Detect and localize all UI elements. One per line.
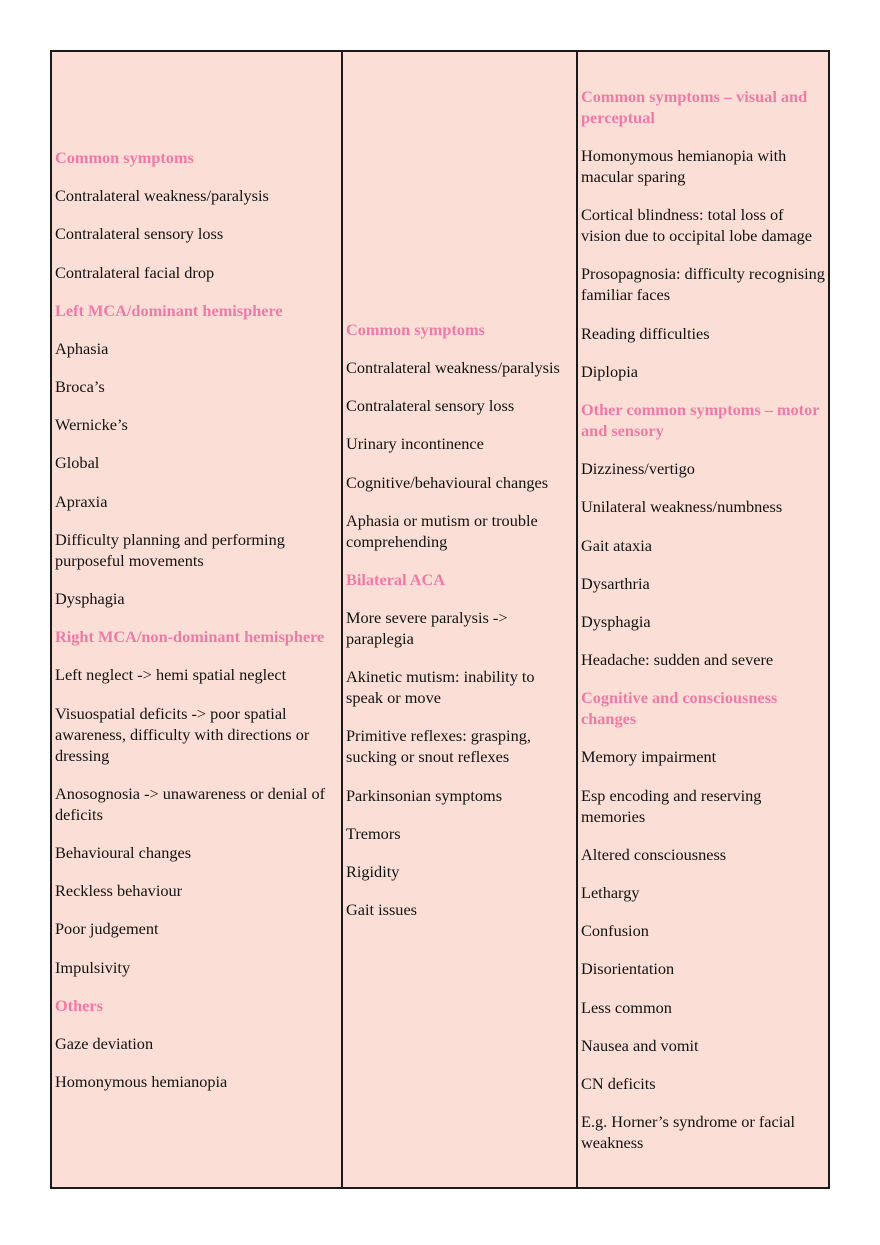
symptom-item: Gait ataxia: [581, 535, 652, 555]
symptom-item: Disorientation: [581, 959, 675, 979]
symptom-item: Dysphagia: [55, 589, 125, 608]
section-heading: Left MCA/dominant hemisphere: [55, 300, 283, 320]
column-aca: [341, 52, 576, 1187]
symptom-item: Anosognosia -> unawareness or denial of deficits: [55, 783, 326, 824]
symptom-item: Prosopagnosia: difficulty recognising familiar faces: [581, 264, 825, 305]
symptom-item: Difficulty planning and performing purposeful movements: [55, 529, 285, 570]
symptom-item: Broca’s: [55, 377, 105, 397]
symptom-item: Urinary incontinence: [346, 434, 484, 454]
symptom-item: Contralateral weakness/paralysis: [55, 186, 269, 206]
section-heading: Cognitive and consciousness changes: [581, 688, 778, 729]
symptom-item: Parkinsonian symptoms: [346, 785, 503, 805]
symptom-item: Homonymous hemianopia: [55, 1072, 228, 1092]
section-heading: Others: [55, 995, 103, 1015]
symptom-item: Behavioural changes: [55, 842, 192, 862]
symptom-item: More severe paralysis -> paraplegia: [346, 608, 508, 649]
symptom-item: Primitive reflexes: grasping, sucking or snout reflexes: [346, 726, 531, 767]
section-heading: Other common symptoms – motor and sensory: [581, 399, 820, 440]
symptom-item: Nausea and vomit: [581, 1035, 699, 1055]
symptom-item: Contralateral sensory loss: [55, 224, 224, 244]
symptom-item: Memory impairment: [581, 747, 717, 767]
symptom-item: Reading difficulties: [581, 323, 710, 343]
symptom-item: Diplopia: [581, 361, 638, 381]
symptom-item: Gaze deviation: [55, 1033, 154, 1053]
symptom-item: Confusion: [581, 921, 649, 941]
column-pca: [576, 52, 828, 1187]
symptom-item: E.g. Horner’s syndrome or facial weakness: [581, 1112, 796, 1153]
section-heading: Common symptoms: [346, 319, 485, 339]
symptom-item: Visuospatial deficits -> poor spatial awareness, difficulty with directions or dressing: [55, 703, 310, 765]
symptom-item: Aphasia: [55, 338, 109, 358]
symptom-item: Akinetic mutism: inability to speak or move: [346, 667, 535, 708]
symptom-item: Dysarthria: [581, 573, 650, 593]
symptom-item: Cortical blindness: total loss of vision due to occipital lobe damage: [581, 205, 813, 246]
symptom-item: Homonymous hemianopia with macular sparing: [581, 146, 787, 187]
symptom-item: Dysphagia: [581, 611, 651, 631]
symptom-item: Apraxia: [55, 491, 108, 511]
section-heading: Common symptoms – visual and perceptual: [581, 86, 808, 127]
symptom-item: CN deficits: [581, 1073, 656, 1093]
symptom-item: Gait issues: [346, 900, 417, 920]
symptom-item: Dizziness/vertigo: [581, 459, 695, 479]
symptom-item: Contralateral weakness/paralysis: [346, 357, 560, 377]
symptom-item: Altered consciousness: [581, 844, 727, 864]
section-heading: Bilateral ACA: [346, 569, 446, 589]
symptom-item: Left neglect -> hemi spatial neglect: [55, 665, 287, 685]
symptom-item: Global: [55, 453, 100, 473]
symptom-item: Aphasia or mutism or trouble comprehending: [346, 510, 538, 551]
symptoms-table: [50, 50, 830, 1189]
symptom-item: Less common: [581, 997, 672, 1017]
symptom-item: Esp encoding and reserving memories: [581, 785, 762, 826]
symptom-item: Unilateral weakness/numbness: [581, 497, 783, 517]
symptom-item: Cognitive/behavioural changes: [346, 472, 549, 492]
column-mca: [52, 52, 341, 1187]
symptom-item: Reckless behaviour: [55, 881, 183, 901]
symptom-item: Rigidity: [346, 862, 400, 882]
symptom-item: Wernicke’s: [55, 415, 128, 435]
symptom-item: Tremors: [346, 823, 401, 843]
symptom-item: Headache: sudden and severe: [581, 650, 774, 670]
symptom-item: Poor judgement: [55, 919, 159, 939]
section-heading: Common symptoms: [55, 147, 194, 167]
symptom-item: Impulsivity: [55, 957, 131, 977]
section-heading: Right MCA/non-dominant hemisphere: [55, 627, 325, 647]
symptom-item: Contralateral facial drop: [55, 262, 215, 282]
symptom-item: Contralateral sensory loss: [346, 396, 515, 416]
symptom-item: Lethargy: [581, 883, 640, 903]
